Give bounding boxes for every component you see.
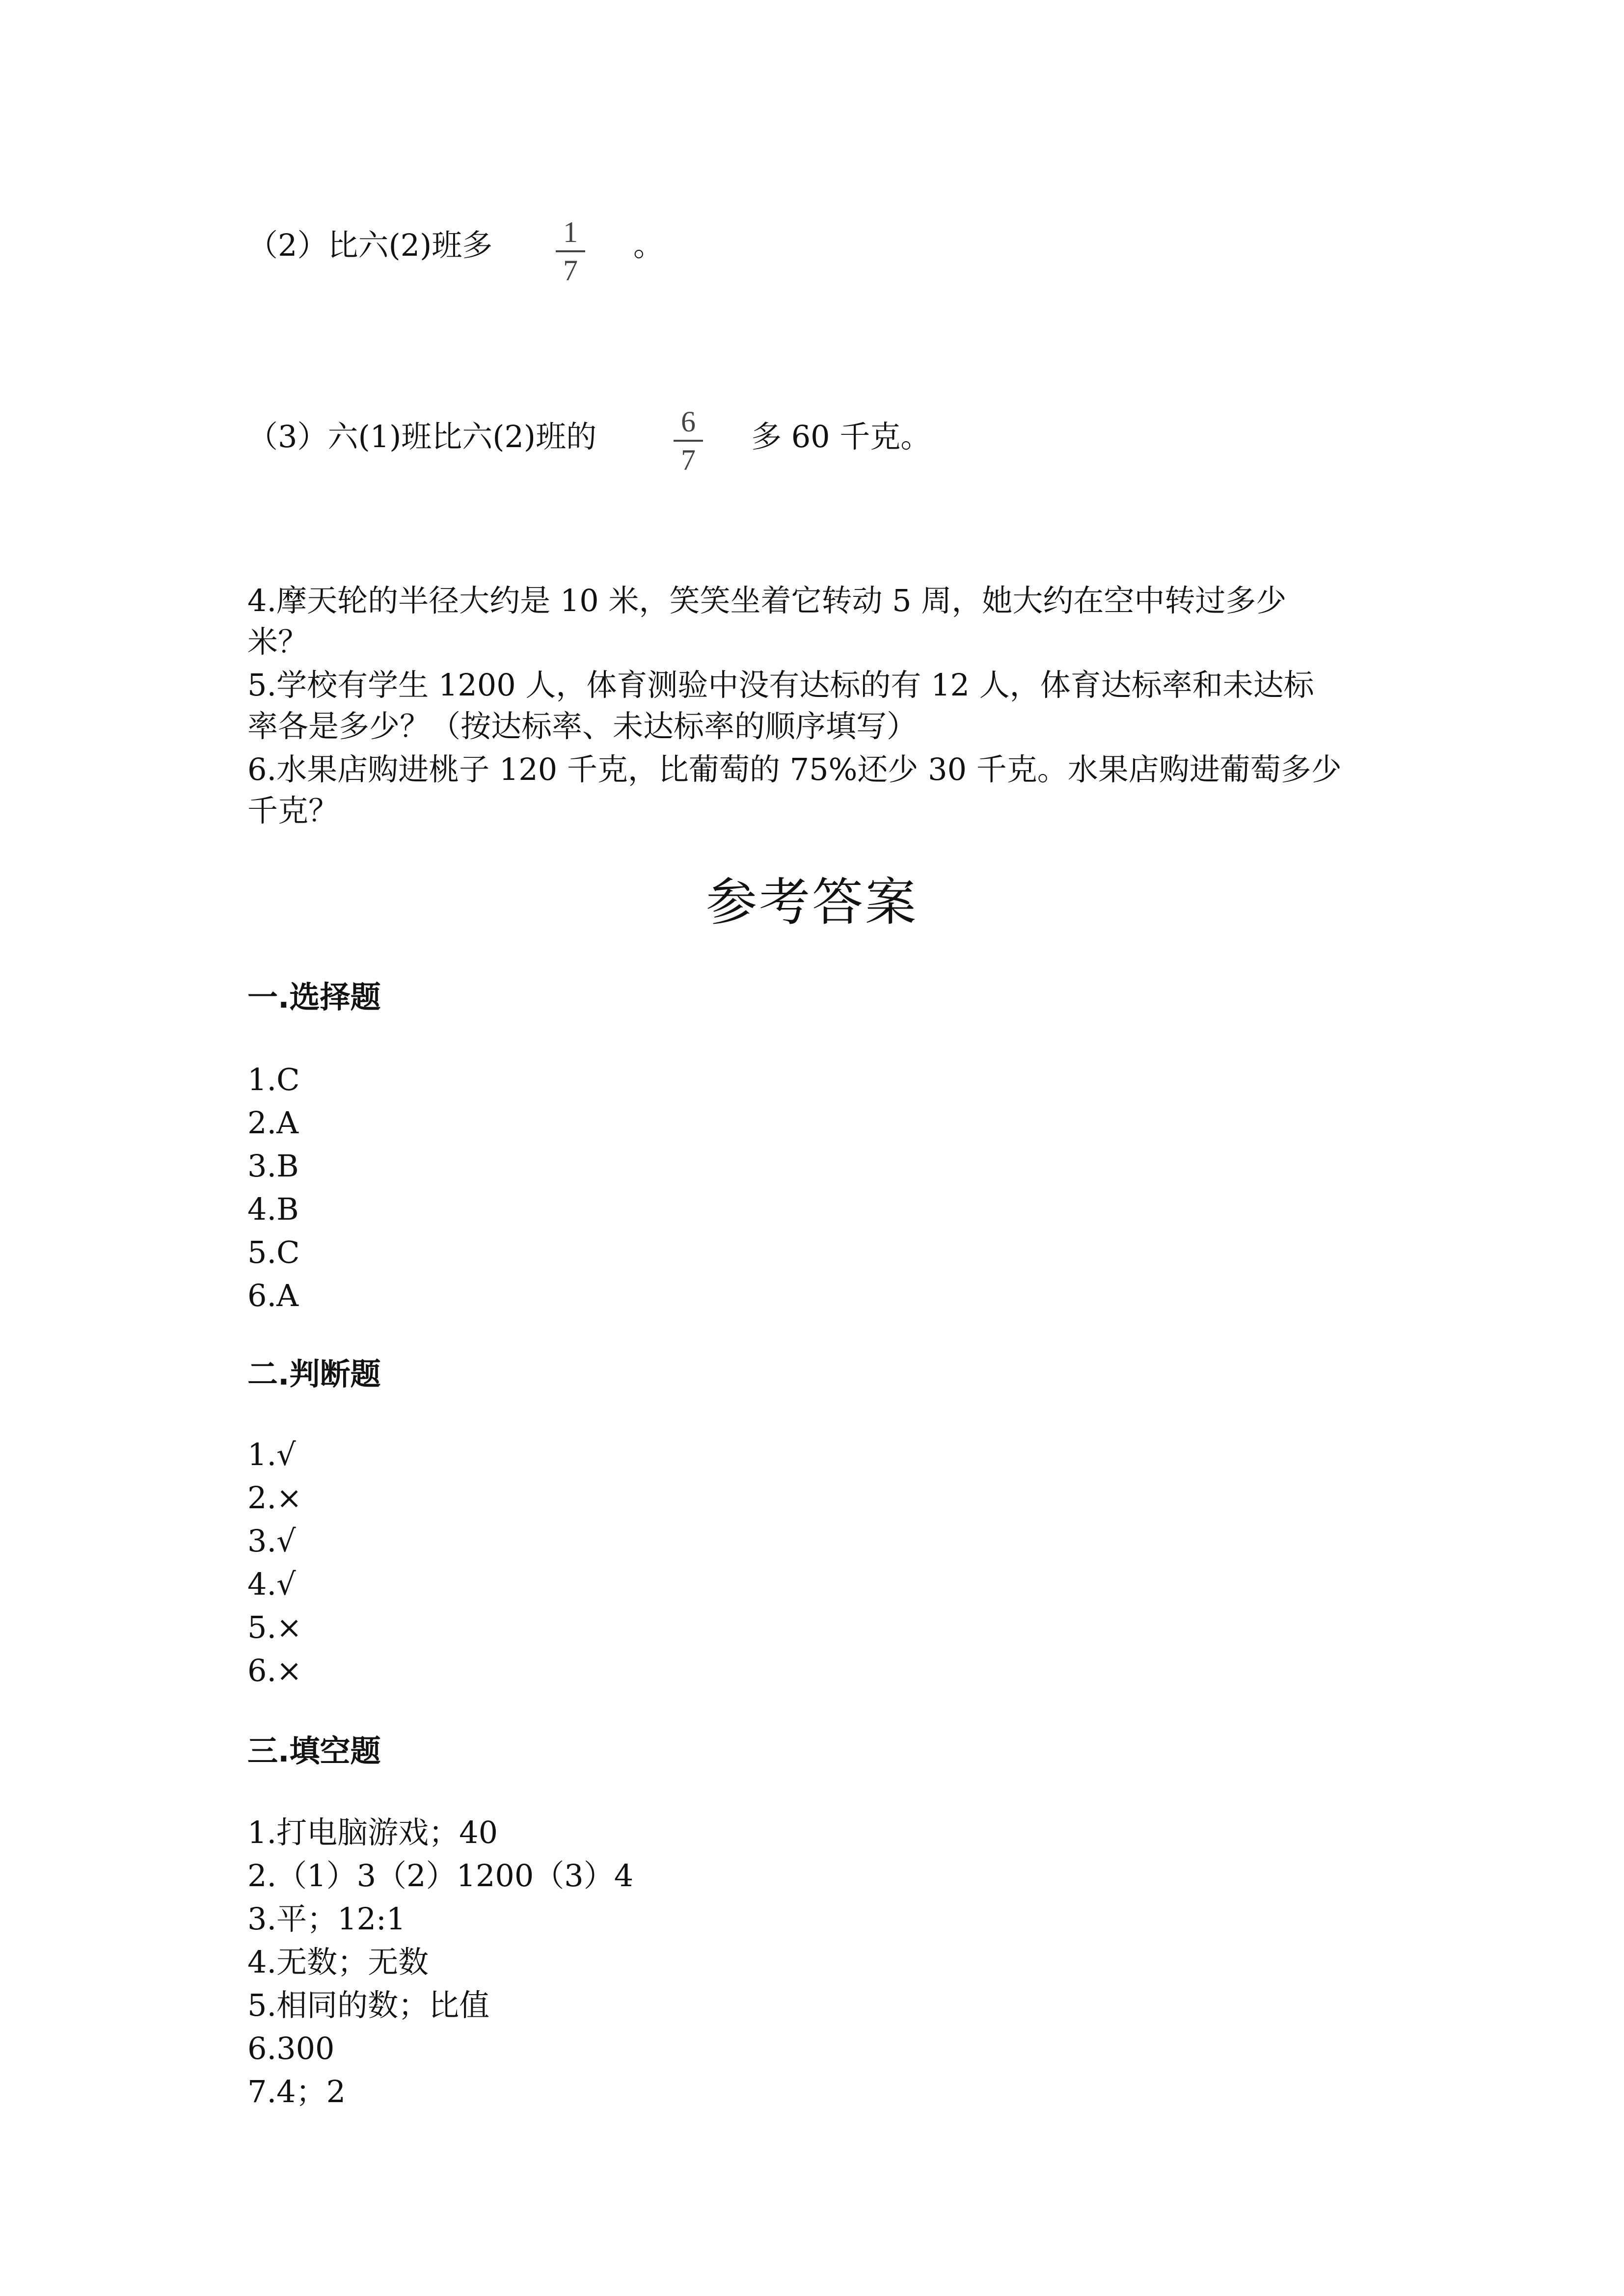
question-6-line-1: 6.水果店购进桃子 120 千克，比葡萄的 75%还少 30 千克。水果店购进葡萄多少 [247,751,1342,787]
section-heading-judgement: 二.判断题 [247,1356,381,1392]
answer-item: 4.无数；无数 [247,1944,429,1980]
answer-item: 3.平；12:1 [247,1901,406,1937]
answer-item: 6.300 [247,2030,335,2066]
question-6-line-2: 千克？ [247,793,339,828]
question-5-line-1: 5.学校有学生 1200 人，体育测验中没有达标的有 12 人，体育达标率和未达标 [247,667,1314,703]
section-heading-choice: 一.选择题 [247,979,381,1015]
answer-item: 1.C [247,1062,300,1097]
section-heading-fill-in: 三.填空题 [247,1733,381,1769]
answer-item: 5.× [247,1609,302,1645]
answer-title: 参考答案 [705,872,918,932]
fraction-numerator: 6 [681,405,696,438]
answer-item: 1.√ [247,1437,296,1472]
question-text: 多 60 千克。 [751,419,931,454]
question-4-line-2: 米？ [247,624,309,660]
question-3-part-3-suffix [751,415,931,458]
question-5-line-2: 率各是多少？（按达标率、未达标率的顺序填写） [247,708,918,744]
question-text: （2）比六(2)班多 [247,227,493,263]
fraction-denominator: 7 [681,444,696,476]
answer-item: 3.B [247,1148,299,1184]
question-4-line-1: 4.摩天轮的半径大约是 10 米，笑笑坐着它转动 5 周，她大约在空中转过多少 [247,583,1287,618]
fraction-bar [556,250,585,252]
answer-item: 1.打电脑游戏；40 [247,1815,498,1850]
answer-item: 6.× [247,1653,302,1688]
question-3-part-3 [247,415,596,458]
answer-item: 2.× [247,1480,302,1516]
fraction-six-sevenths [674,405,703,476]
answer-item: 7.4；2 [247,2074,346,2109]
answer-item: 5.C [247,1234,300,1270]
answer-item: 2.A [247,1105,298,1141]
question-3-part-2 [247,224,492,267]
question-text: （3）六(1)班比六(2)班的 [247,419,597,454]
answer-item: 6.A [247,1278,298,1313]
fraction-bar [674,440,703,442]
answer-item: 4.B [247,1191,299,1227]
answer-item: 5.相同的数；比值 [247,1987,490,2023]
question-text: 。 [633,227,664,263]
fraction-one-seventh [556,216,585,287]
answer-item: 4.√ [247,1566,296,1602]
answer-item: 3.√ [247,1523,296,1559]
fraction-numerator: 1 [563,216,578,248]
question-3-part-2-suffix [633,224,664,267]
answer-item: 2.（1）3（2）1200（3）4 [247,1858,634,1894]
fraction-denominator: 7 [563,254,578,287]
